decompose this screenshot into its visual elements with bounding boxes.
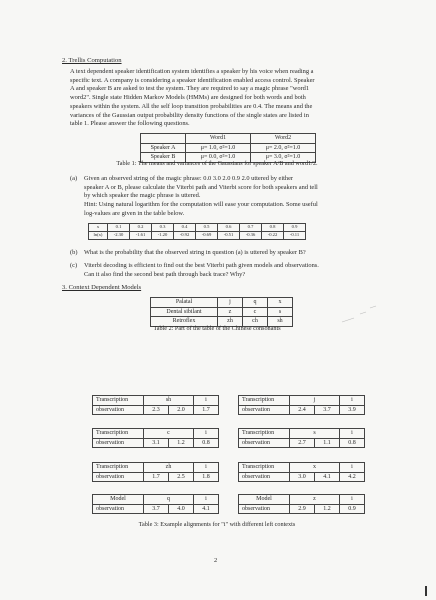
section-2-heading: 2. Trellis Computation (62, 57, 122, 64)
question-line: Viterbi decoding is efficient to find out the best Viterbi path given models and observations. (84, 262, 319, 269)
table-cell: Retroflex (151, 317, 218, 327)
table-cell: μ= 3.0, σ²=1.0 (251, 153, 316, 163)
intro-line: word2". Single state Hidden Markov Models (HMMs) are designed for both words and both (70, 94, 306, 102)
table-cell: 1.7 (194, 405, 219, 415)
table-row (93, 396, 219, 406)
log-values-table (88, 223, 306, 240)
table-row (239, 396, 365, 406)
table-cell: Transcription (93, 463, 144, 473)
table-cell: 2.7 (290, 438, 315, 448)
table-cell: 4.0 (169, 504, 194, 514)
table-cell: 3.9 (340, 405, 365, 415)
table-cell: i (340, 495, 365, 505)
table-cell: ch (243, 317, 268, 327)
table-row (239, 495, 365, 505)
table-row (93, 438, 219, 448)
table-row (93, 405, 219, 415)
table-3-caption: Table 3: Example alignments for "i" with different left contexts (138, 521, 296, 528)
table-cell: -0.11 (284, 232, 306, 240)
table-row (93, 429, 219, 439)
question-a-label: (a) (70, 175, 78, 182)
alignment-table (92, 395, 219, 415)
table-cell: observation (239, 504, 290, 514)
question-b-label: (b) (70, 249, 78, 256)
table-cell: observation (93, 472, 144, 482)
table-cell: 2.9 (290, 504, 315, 514)
scan-edge-mark-icon (424, 586, 430, 598)
question-line: Given an observed string of the magic phrase: 0.0 3.0 2.0 0.9 2.0 uttered by either (84, 175, 294, 182)
table-cell: Speaker B (141, 153, 186, 163)
intro-line: speakers within the system. All the self loop transition probabilities are 0.4. The means and the (70, 102, 313, 110)
table-row (239, 472, 365, 482)
table-1-caption: Table 1: The means and variances of the Gaussians for speaker A/B and word1/2. (116, 160, 318, 167)
table-row (141, 134, 316, 144)
intro-line: specific text. A company is considering a speaker identification enabled access control. Speaker (70, 76, 315, 84)
table-cell: 1.2 (169, 438, 194, 448)
table-cell: c (144, 429, 194, 439)
table-cell: μ= 0.0, σ²=1.0 (186, 153, 251, 163)
table-row (239, 405, 365, 415)
table-cell: 1.8 (194, 472, 219, 482)
table-cell: observation (239, 472, 290, 482)
table-cell: 3.1 (144, 438, 169, 448)
table-row (89, 232, 306, 240)
table-row (151, 307, 293, 317)
question-b-text: What is the probability that the observed string in question (a) is uttered by speaker B? (84, 249, 306, 256)
table-cell: 0.8 (194, 438, 219, 448)
table-cell: 4.1 (315, 472, 340, 482)
table-row (239, 429, 365, 439)
table-cell: 0.6 (218, 224, 240, 232)
table-row (151, 298, 293, 308)
table-cell: Transcription (93, 429, 144, 439)
table-cell: 0.9 (284, 224, 306, 232)
table-cell: Palatal (151, 298, 218, 308)
table-cell: 3.7 (144, 504, 169, 514)
table-cell: Word2 (251, 134, 316, 144)
table-cell: μ= 2.0, σ²=1.0 (251, 143, 316, 153)
table-cell: -0.69 (196, 232, 218, 240)
table-cell: 0.2 (130, 224, 152, 232)
table-cell: 0.3 (152, 224, 174, 232)
table-cell: zh (144, 463, 194, 473)
table-cell: 2.3 (144, 405, 169, 415)
table-cell: Dental sibilant (151, 307, 218, 317)
alignment-table (238, 494, 365, 514)
question-c-text (84, 262, 374, 279)
table-cell: z (290, 495, 340, 505)
table-cell: observation (239, 405, 290, 415)
table-cell: -1.61 (130, 232, 152, 240)
table-row (93, 495, 219, 505)
table-cell: 1.2 (315, 504, 340, 514)
table-cell: observation (93, 405, 144, 415)
table-cell: i (340, 463, 365, 473)
alignment-table (92, 462, 219, 482)
table-cell: i (194, 429, 219, 439)
table-row (93, 504, 219, 514)
alignment-table (238, 395, 365, 415)
table-cell: q (144, 495, 194, 505)
table-cell: Speaker A (141, 143, 186, 153)
intro-line: A and speaker B are asked to test the system. They are required to say a magic phrase "word1 (70, 85, 310, 93)
table-row (93, 472, 219, 482)
question-line: Can it also find the second best path through back trace? Why? (84, 270, 246, 278)
alignment-table (238, 462, 365, 482)
question-line: Hint: Using natural logarithm for the computation will ease your computation. Some useful (84, 201, 318, 209)
table-cell: j (290, 396, 340, 406)
table-cell: i (340, 429, 365, 439)
table-cell: x (268, 298, 293, 308)
table-cell: Model (239, 495, 290, 505)
table-cell: Word1 (186, 134, 251, 144)
table-cell: Transcription (239, 396, 290, 406)
scan-mark-icon (340, 300, 380, 330)
table-cell: ln(x) (89, 232, 108, 240)
table-row (89, 224, 306, 232)
table-cell: c (243, 307, 268, 317)
table-cell: -1.20 (152, 232, 174, 240)
table-cell: observation (93, 504, 144, 514)
table-cell: 0.1 (108, 224, 130, 232)
table-cell: -0.36 (240, 232, 262, 240)
table-cell: q (243, 298, 268, 308)
table-cell: -2.30 (108, 232, 130, 240)
table-cell: i (340, 396, 365, 406)
table-cell: j (218, 298, 243, 308)
table-cell: sh (268, 317, 293, 327)
question-line: log-values are given in the table below. (84, 209, 185, 217)
table-cell: 2.4 (290, 405, 315, 415)
intro-line: variances of the Gaussian output probability density functions of the single states are listed in (70, 111, 309, 119)
table-cell (141, 134, 186, 144)
table-1 (140, 133, 316, 163)
table-cell: Model (93, 495, 144, 505)
table-cell: s (290, 429, 340, 439)
table-row (141, 143, 316, 153)
table-cell: 4.2 (340, 472, 365, 482)
table-cell: μ= 1.0, σ²=1.0 (186, 143, 251, 153)
table-cell: sh (144, 396, 194, 406)
table-cell: 0.8 (262, 224, 284, 232)
table-cell: s (268, 307, 293, 317)
table-cell: 2.0 (169, 405, 194, 415)
table-cell: 3.0 (290, 472, 315, 482)
table-row (239, 463, 365, 473)
table-cell: Transcription (239, 463, 290, 473)
table-cell: 4.1 (194, 504, 219, 514)
table-cell: 0.4 (174, 224, 196, 232)
table-cell: 0.7 (240, 224, 262, 232)
question-a-text (84, 175, 374, 219)
page-number: 2 (214, 557, 218, 564)
table-cell: i (194, 495, 219, 505)
table-cell: -0.22 (262, 232, 284, 240)
table-cell: observation (93, 438, 144, 448)
table-2 (150, 297, 293, 327)
table-cell: observation (239, 438, 290, 448)
table-cell: -0.51 (218, 232, 240, 240)
table-row (93, 463, 219, 473)
table-cell: 0.9 (340, 504, 365, 514)
table-cell: Transcription (93, 396, 144, 406)
intro-line: A text dependent speaker identification system identifies a speaker by his voice when reading a (70, 68, 314, 75)
question-line: by which speaker the magic phrase is uttered. (84, 192, 201, 200)
section-2-intro (70, 68, 370, 129)
alignment-table (92, 494, 219, 514)
table-cell: z (218, 307, 243, 317)
table-cell: i (194, 396, 219, 406)
table-cell: 1.7 (144, 472, 169, 482)
intro-line: table 1. Please answer the following questions. (70, 120, 190, 128)
table-cell: 3.7 (315, 405, 340, 415)
section-3-heading: 3. Context Dependent Models (62, 284, 142, 291)
table-cell: Transcription (239, 429, 290, 439)
table-row (239, 438, 365, 448)
alignment-table (238, 428, 365, 448)
table-2-caption: Table 2: Part of the table of the Chinese consonants (153, 325, 281, 332)
table-cell: 0.8 (340, 438, 365, 448)
table-cell: i (194, 463, 219, 473)
table-row (239, 504, 365, 514)
table-cell: x (290, 463, 340, 473)
table-cell: -0.92 (174, 232, 196, 240)
question-line: speaker A or B, please calculate the Viterbi path and Viterbi score for both speakers and tell (84, 183, 318, 191)
table-cell: x (89, 224, 108, 232)
table-cell: 2.5 (169, 472, 194, 482)
alignment-table (92, 428, 219, 448)
question-c-label: (c) (70, 262, 78, 269)
table-cell: 0.5 (196, 224, 218, 232)
table-cell: 1.1 (315, 438, 340, 448)
table-cell: zh (218, 317, 243, 327)
